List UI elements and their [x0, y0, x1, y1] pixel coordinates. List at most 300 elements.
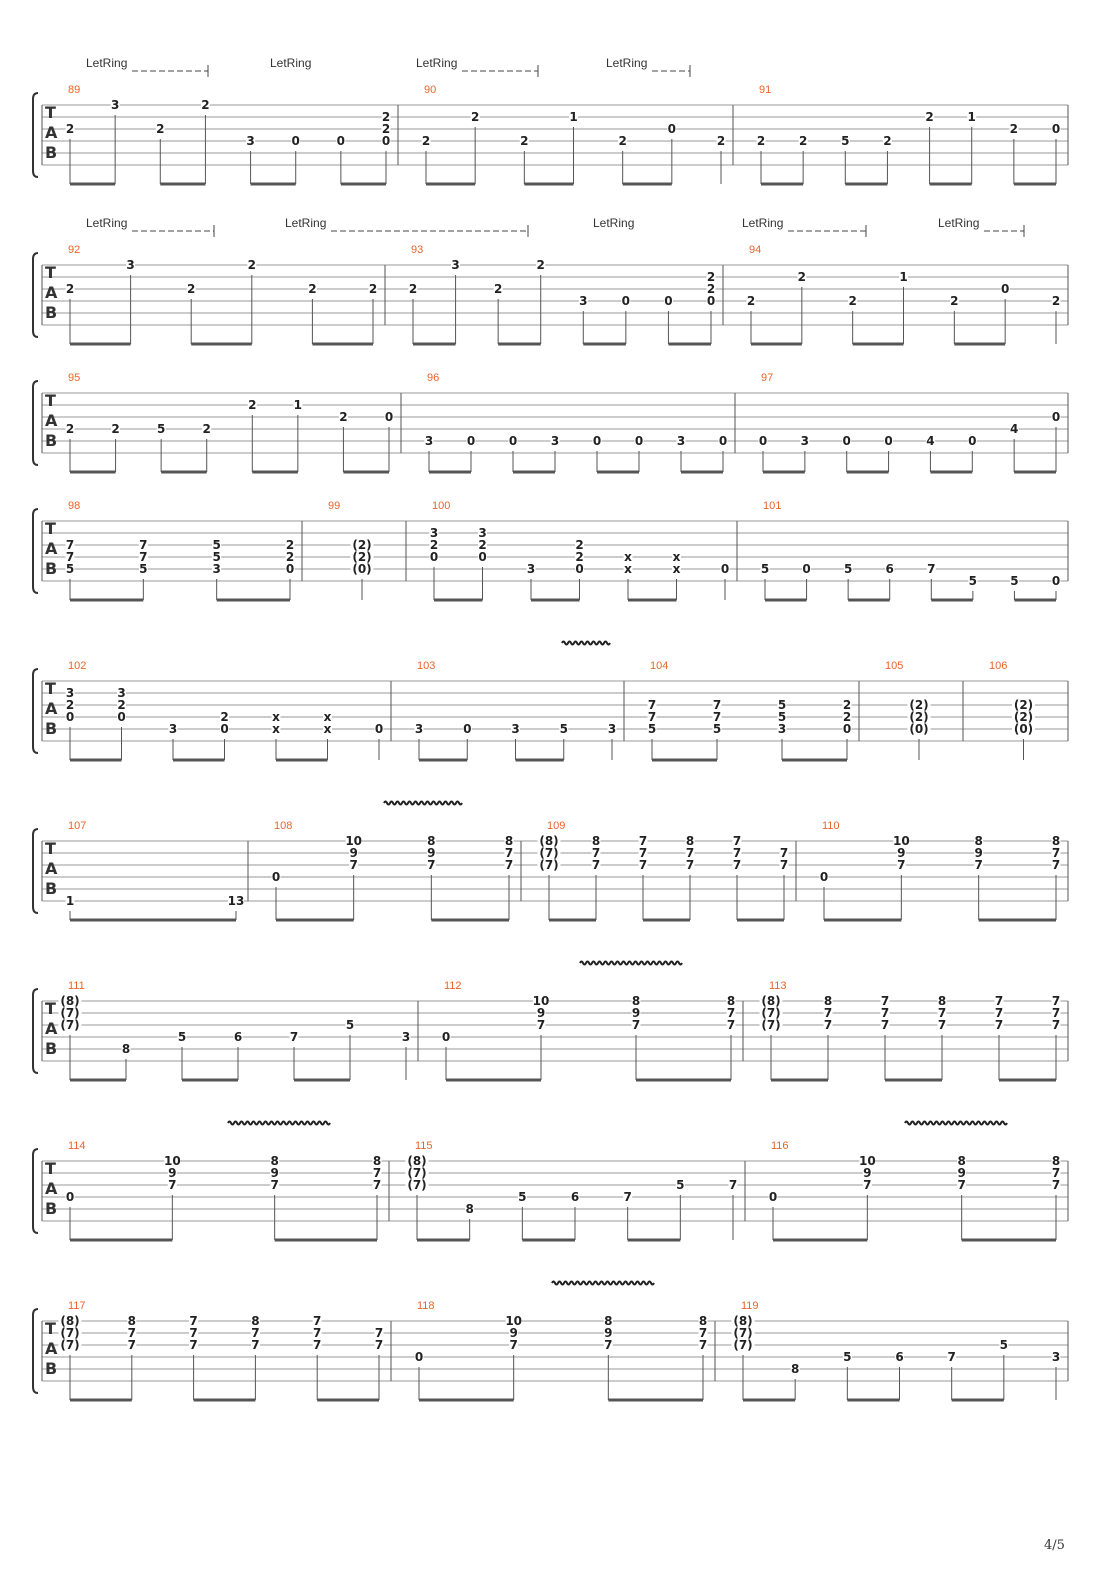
measure-number: 116: [771, 1140, 789, 1152]
note: [747, 294, 756, 344]
fret-number: 7: [313, 1314, 322, 1328]
fret-number: 7: [289, 1030, 299, 1044]
tab-clef-letter: A: [45, 123, 58, 142]
vibrato-mark: [905, 1122, 1007, 1125]
note: [382, 110, 391, 184]
fret-number: 7: [638, 846, 648, 860]
fret-number: 7: [994, 994, 1004, 1008]
let-ring-label: LetRing: [86, 56, 128, 70]
fret-number: 2: [202, 422, 211, 436]
fret-number: 8: [504, 834, 514, 848]
let-ring: [285, 216, 528, 237]
fret-number: 2: [618, 134, 627, 148]
fret-number: (7): [733, 1326, 753, 1340]
fret-number: 8: [1051, 834, 1061, 848]
let-ring: [593, 216, 634, 230]
measure-number: 113: [769, 980, 787, 992]
let-ring-label: LetRing: [606, 56, 648, 70]
let-ring-label: LetRing: [86, 216, 128, 230]
fret-number: 7: [1051, 994, 1061, 1008]
fret-number: 6: [570, 1190, 580, 1204]
measure-number: 115: [415, 1140, 433, 1152]
fret-number: 2: [421, 134, 431, 148]
measure: [885, 660, 931, 760]
tab-clef-letter: T: [45, 263, 56, 282]
fret-number: 10: [532, 994, 550, 1008]
note: [623, 1190, 632, 1240]
fret-number: (0): [1013, 722, 1034, 736]
fret-number: 8: [1051, 1154, 1061, 1168]
fret-number: 7: [168, 1178, 177, 1192]
fret-number: 7: [623, 1190, 632, 1204]
note: [618, 134, 627, 184]
let-ring: [416, 56, 538, 77]
fret-number: 2: [1009, 122, 1019, 136]
measure: [425, 372, 728, 472]
fret-number: 9: [974, 846, 983, 860]
fret-number: 7: [732, 834, 742, 848]
vibrato-mark: [384, 802, 462, 805]
fret-number: (7): [733, 1338, 753, 1352]
note: [672, 550, 681, 600]
fret-number: 3: [526, 562, 536, 576]
note: [351, 538, 374, 600]
fret-number: 7: [647, 710, 657, 724]
let-ring-label: LetRing: [742, 216, 784, 230]
note: [471, 110, 480, 184]
fret-number: 7: [726, 1018, 736, 1032]
measure-number: 118: [417, 1300, 435, 1312]
tab-clef-letter: A: [45, 1179, 58, 1198]
fret-number: 3: [550, 434, 560, 448]
tab-system: [33, 1140, 1068, 1240]
fret-number: 0: [664, 294, 673, 308]
fret-number: 0: [478, 550, 487, 564]
fret-number: 0: [336, 134, 346, 148]
fret-number: 0: [842, 434, 851, 448]
measure-number: 104: [650, 660, 669, 672]
fret-number: 5: [65, 562, 75, 576]
fret-number: 7: [994, 1006, 1004, 1020]
measure: [409, 244, 716, 344]
fret-number: 7: [374, 1326, 384, 1340]
fret-number: x: [272, 710, 280, 724]
fret-number: 5: [212, 538, 221, 552]
fret-number: 8: [823, 994, 833, 1008]
fret-number: 7: [732, 846, 742, 860]
fret-number: 2: [65, 282, 75, 296]
measure: [406, 1140, 738, 1240]
fret-number: 2: [520, 134, 529, 148]
note: [843, 698, 852, 760]
fret-number: 9: [631, 1006, 641, 1020]
tab-clef-letter: T: [45, 1319, 56, 1338]
fret-number: 2: [65, 122, 75, 136]
measure-number: 98: [68, 500, 81, 512]
fret-number: 3: [511, 722, 520, 736]
measure-number: 107: [68, 820, 87, 832]
page-number: 4/5: [1044, 1538, 1065, 1553]
fret-number: 0: [621, 294, 631, 308]
fret-number: (7): [60, 1018, 80, 1032]
fret-number: (8): [539, 834, 559, 848]
fret-number: (2): [909, 710, 929, 724]
fret-number: 7: [127, 1338, 136, 1352]
fret-number: 8: [270, 1154, 279, 1168]
note: [950, 294, 959, 344]
tab-clef-letter: A: [45, 859, 58, 878]
system-bracket: [33, 1149, 38, 1233]
note: [664, 294, 673, 344]
fret-number: 5: [518, 1190, 527, 1204]
fret-number: 7: [927, 562, 936, 576]
fret-number: 9: [604, 1326, 613, 1340]
fret-number: 0: [285, 562, 295, 576]
note: [422, 134, 431, 184]
fret-number: (2): [352, 550, 372, 564]
fret-number: 0: [884, 434, 893, 448]
fret-number: 7: [1051, 1018, 1061, 1032]
fret-number: 5: [177, 1030, 187, 1044]
measure-number: 96: [427, 372, 440, 384]
tab-clef-letter: B: [45, 1199, 58, 1218]
fret-number: 7: [189, 1326, 198, 1340]
fret-number: 7: [591, 846, 601, 860]
note: [947, 1350, 956, 1400]
note: [66, 1190, 75, 1240]
tab-system: [33, 84, 1068, 184]
let-ring: [270, 56, 311, 70]
measure: [989, 660, 1035, 760]
fret-number: 9: [897, 846, 906, 860]
fret-number: 8: [127, 1314, 136, 1328]
measure-number: 114: [68, 1140, 86, 1152]
measure: [769, 1140, 1061, 1240]
note: [117, 686, 126, 760]
fret-number: 3: [117, 686, 126, 700]
fret-number: 7: [631, 1018, 641, 1032]
fret-number: 3: [607, 722, 617, 736]
fret-number: 7: [974, 858, 983, 872]
measure: [747, 244, 1061, 344]
note: [967, 110, 976, 184]
fret-number: x: [272, 722, 280, 736]
fret-number: 7: [65, 550, 75, 564]
fret-number: 7: [880, 1006, 890, 1020]
fret-number: 1: [569, 110, 578, 124]
note: [707, 270, 716, 344]
fret-number: 7: [189, 1314, 198, 1328]
fret-number: 2: [65, 698, 75, 712]
fret-number: 2: [381, 110, 391, 124]
note: [323, 710, 332, 760]
let-ring: [938, 216, 1024, 237]
note: [895, 1350, 904, 1400]
fret-number: 7: [251, 1326, 260, 1340]
note: [430, 526, 439, 600]
fret-number: 8: [790, 1362, 800, 1376]
fret-number: x: [624, 562, 632, 576]
note: [202, 422, 211, 472]
fret-number: 2: [339, 410, 348, 424]
fret-number: (2): [352, 538, 372, 552]
fret-number: 2: [285, 538, 295, 552]
fret-number: 7: [504, 846, 514, 860]
fret-number: 3: [579, 294, 588, 308]
vibrato-mark: [562, 642, 610, 645]
fret-number: 9: [509, 1326, 518, 1340]
measure-number: 92: [68, 244, 81, 256]
tab-clef-letter: T: [45, 519, 56, 538]
fret-number: 2: [798, 134, 808, 148]
fret-number: 2: [308, 282, 317, 296]
note: [713, 698, 722, 760]
tab-clef-letter: B: [45, 143, 58, 162]
fret-number: 10: [505, 1314, 523, 1328]
fret-number: 3: [246, 134, 255, 148]
measure-number: 111: [68, 980, 85, 992]
fret-number: 0: [429, 550, 439, 564]
fret-number: x: [672, 550, 681, 564]
tab-clef-letter: T: [45, 103, 56, 122]
note: [66, 894, 75, 920]
note: [234, 1030, 243, 1080]
note: [883, 134, 892, 184]
fret-number: (8): [60, 994, 80, 1008]
fret-number: 8: [427, 834, 436, 848]
fret-number: 2: [187, 282, 196, 296]
tab-clef-letter: T: [45, 679, 56, 698]
fret-number: (8): [733, 1314, 753, 1328]
let-ring-label: LetRing: [593, 216, 635, 230]
fret-number: 0: [802, 562, 811, 576]
vibrato-mark: [228, 1122, 330, 1125]
tab-system: [33, 980, 1068, 1080]
fret-number: 3: [478, 526, 487, 540]
fret-number: 8: [957, 1154, 966, 1168]
fret-number: 7: [685, 858, 695, 872]
fret-number: 0: [441, 1030, 451, 1044]
fret-number: 7: [139, 538, 148, 552]
note: [291, 134, 300, 184]
system-bracket: [33, 253, 38, 337]
fret-number: (7): [60, 1006, 80, 1020]
fret-number: 0: [720, 562, 730, 576]
fret-number: 5: [345, 1018, 355, 1032]
note: [248, 398, 257, 472]
fret-number: 7: [994, 1018, 1004, 1032]
fret-number: 3: [429, 526, 439, 540]
note: [968, 574, 977, 600]
note: [569, 110, 578, 184]
fret-number: 2: [478, 538, 487, 552]
note: [415, 1350, 424, 1400]
note: [778, 698, 787, 760]
fret-number: 0: [718, 434, 728, 448]
fret-number: 5: [777, 710, 787, 724]
fret-number: 9: [957, 1166, 966, 1180]
fret-number: 7: [897, 858, 906, 872]
let-ring: [86, 56, 208, 77]
fret-number: 5: [647, 722, 657, 736]
fret-number: 1: [967, 110, 976, 124]
fret-number: 5: [841, 134, 850, 148]
fret-number: 5: [777, 698, 787, 712]
fret-number: 7: [536, 1018, 546, 1032]
note: [925, 110, 934, 184]
fret-number: 2: [575, 550, 584, 564]
fret-number: 5: [760, 562, 770, 576]
fret-number: 0: [1051, 122, 1061, 136]
fret-number: 2: [716, 134, 726, 148]
note: [757, 134, 766, 184]
measure-number: 101: [763, 500, 782, 512]
tab-clef-letter: B: [45, 431, 58, 450]
fret-number: 7: [1051, 1166, 1061, 1180]
note: [571, 1190, 580, 1240]
fret-number: 2: [756, 134, 766, 148]
note: [579, 294, 588, 344]
measure: [66, 1140, 382, 1240]
note: [621, 294, 630, 344]
fret-number: 2: [368, 282, 378, 296]
fret-number: 2: [248, 398, 257, 412]
fret-number: 7: [732, 858, 742, 872]
fret-number: 7: [251, 1338, 260, 1352]
fret-number: 2: [65, 422, 75, 436]
fret-number: 3: [401, 1030, 411, 1044]
fret-number: 7: [427, 858, 436, 872]
fret-number: 2: [842, 698, 852, 712]
fret-number: 8: [698, 1314, 708, 1328]
fret-number: 8: [937, 994, 947, 1008]
note: [228, 894, 245, 920]
system-bracket: [33, 509, 38, 593]
fret-number: 7: [698, 1338, 708, 1352]
note: [717, 134, 726, 184]
note: [1010, 574, 1019, 600]
fret-number: 8: [685, 834, 695, 848]
fret-number: (2): [1013, 710, 1034, 724]
measure: [66, 244, 378, 344]
fret-number: 9: [349, 846, 358, 860]
note: [899, 270, 908, 344]
measure-number: 105: [885, 660, 904, 672]
fret-number: 5: [968, 574, 978, 588]
fret-number: 8: [465, 1202, 474, 1216]
measure: [66, 84, 391, 184]
fret-number: 7: [823, 1006, 833, 1020]
fret-number: 4: [926, 434, 935, 448]
measure: [422, 84, 726, 184]
note: [908, 698, 931, 760]
measure: [59, 980, 411, 1080]
measure-number: 95: [68, 372, 81, 384]
measure-number: 102: [68, 660, 87, 672]
fret-number: 5: [559, 722, 568, 736]
measure: [757, 84, 1061, 184]
note: [1010, 422, 1019, 472]
measure-number: 99: [328, 500, 341, 512]
fret-number: 0: [968, 434, 977, 448]
fret-number: 4: [1009, 422, 1019, 436]
fret-number: 0: [220, 722, 229, 736]
fret-number: 5: [843, 1350, 852, 1364]
measure: [328, 500, 374, 600]
system-bracket: [33, 829, 38, 913]
fret-number: 7: [937, 1006, 947, 1020]
note: [442, 1030, 451, 1080]
measure-number: 108: [274, 820, 293, 832]
note: [1012, 698, 1035, 760]
fret-number: (8): [407, 1154, 427, 1168]
fret-number: x: [323, 710, 332, 724]
measure-number: 119: [741, 1300, 759, 1312]
fret-number: 9: [427, 846, 436, 860]
fret-number: 2: [111, 422, 120, 436]
fret-number: 2: [381, 122, 391, 136]
fret-number: 5: [676, 1178, 685, 1192]
fret-number: 7: [270, 1178, 279, 1192]
fret-number: 2: [493, 282, 503, 296]
fret-number: 10: [345, 834, 363, 848]
fret-number: 7: [127, 1326, 136, 1340]
fret-number: 0: [706, 294, 716, 308]
fret-number: 3: [212, 562, 221, 576]
fret-number: 2: [220, 710, 229, 724]
fret-number: (7): [761, 1006, 781, 1020]
fret-number: 2: [950, 294, 959, 308]
fret-number: 0: [384, 410, 394, 424]
measure: [761, 500, 1061, 600]
fret-number: 5: [712, 722, 722, 736]
tab-clef-letter: B: [45, 559, 58, 578]
fret-number: 0: [374, 722, 384, 736]
fret-number: 5: [999, 1338, 1009, 1352]
note: [111, 422, 120, 472]
fret-number: 7: [937, 1018, 947, 1032]
measure: [415, 660, 617, 760]
fret-number: 0: [466, 434, 476, 448]
measure-number: 110: [822, 820, 840, 832]
measure: [66, 820, 245, 920]
fret-number: 2: [1051, 294, 1061, 308]
fret-number: 5: [843, 562, 853, 576]
measure-number: 109: [547, 820, 566, 832]
fret-number: 7: [647, 698, 657, 712]
fret-number: 6: [895, 1350, 904, 1364]
fret-number: 0: [819, 870, 829, 884]
tab-system: [33, 244, 1068, 344]
tab-system: [33, 820, 1068, 920]
note: [66, 686, 75, 760]
measure: [272, 820, 514, 920]
note: [336, 134, 345, 184]
fret-number: 7: [1051, 1006, 1061, 1020]
measure: [59, 1300, 384, 1400]
measure: [759, 372, 1061, 472]
measure-number: 91: [759, 84, 772, 96]
measure: [760, 980, 1061, 1080]
fret-number: 7: [372, 1166, 382, 1180]
fret-number: 6: [233, 1030, 243, 1044]
let-ring-label: LetRing: [938, 216, 980, 230]
fret-number: 7: [1051, 858, 1061, 872]
fret-number: 7: [509, 1338, 518, 1352]
fret-number: (7): [407, 1166, 427, 1180]
vibrato-mark: [580, 962, 682, 965]
fret-number: 0: [414, 1350, 424, 1364]
